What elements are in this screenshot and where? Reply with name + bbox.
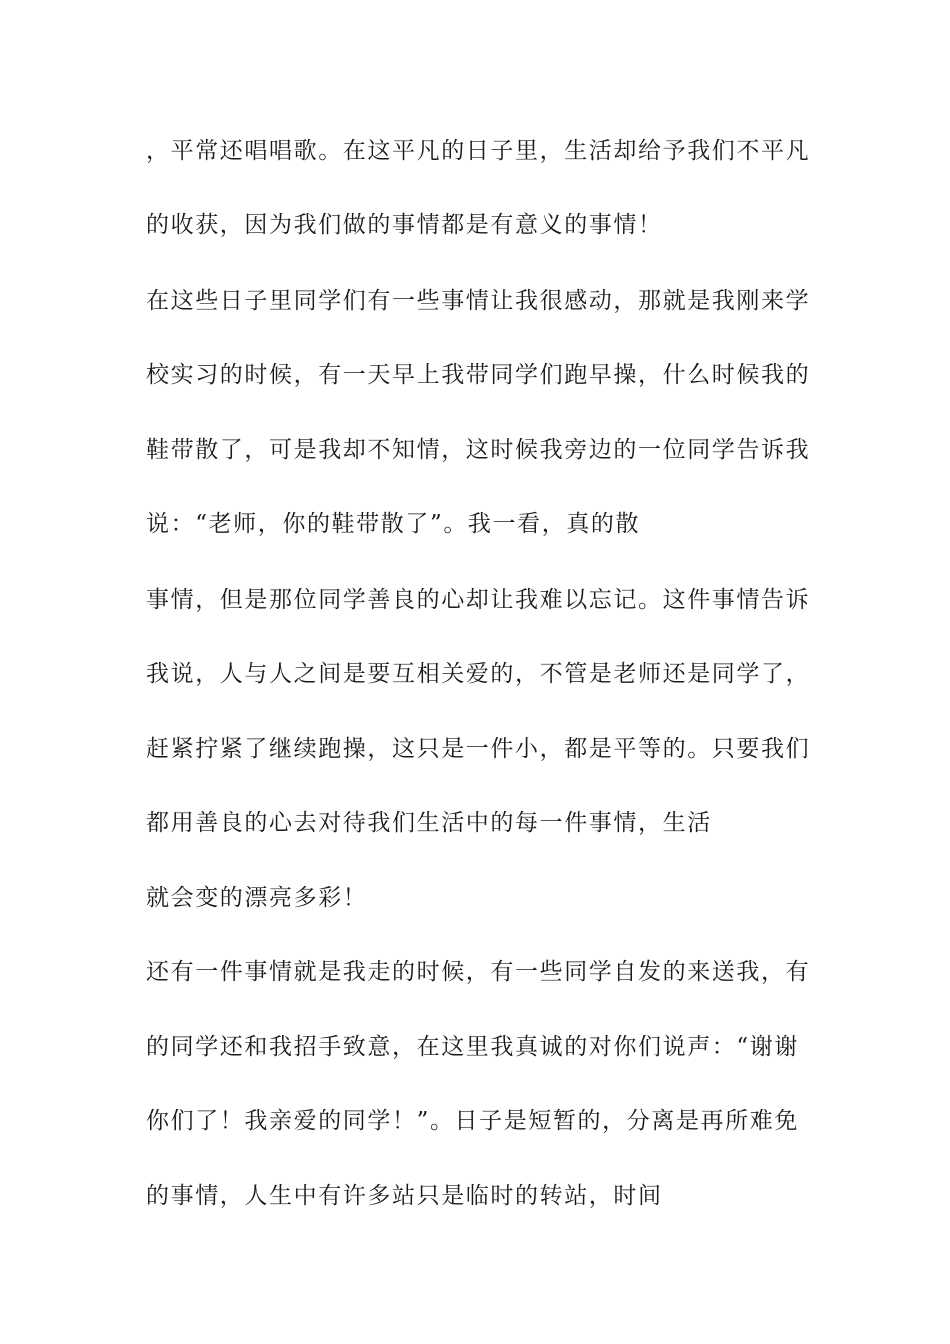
- text-line: 都用善良的心去对待我们生活中的每一件事情，生活: [146, 810, 712, 836]
- text-line: 还有一件事情就是我走的时候，有一些同学自发的来送我，有: [146, 959, 811, 985]
- text-line: 事情，但是那位同学善良的心却让我难以忘记。这件事情告诉: [146, 587, 811, 613]
- text-line: 我说，人与人之间是要互相关爱的，不管是老师还是同学了，: [146, 661, 811, 687]
- text-line: 的收获，因为我们做的事情都是有意义的事情！: [146, 212, 663, 238]
- text-line: 校实习的时候，有一天早上我带同学们跑早操，什么时候我的: [146, 362, 811, 388]
- text-line: 赶紧拧紧了继续跑操，这只是一件小，都是平等的。只要我们: [146, 736, 811, 762]
- text-line: 就会变的漂亮多彩！: [146, 885, 368, 911]
- text-line: 鞋带散了，可是我却不知情，这时候我旁边的一位同学告诉我: [146, 437, 811, 463]
- text-line: ，平常还唱唱歌。在这平凡的日子里，生活却给予我们不平凡: [146, 138, 811, 164]
- text-line: 的事情，人生中有许多站只是临时的转站，时间: [146, 1183, 663, 1209]
- text-line: 你们了！我亲爱的同学！”。日子是短暂的，分离是再所难免: [146, 1108, 799, 1134]
- text-line: 的同学还和我招手致意，在这里我真诚的对你们说声：“谢谢: [146, 1034, 799, 1060]
- text-line: 在这些日子里同学们有一些事情让我很感动，那就是我刚来学: [146, 288, 811, 314]
- text-line: 说：“老师，你的鞋带散了”。我一看，真的散: [146, 511, 641, 537]
